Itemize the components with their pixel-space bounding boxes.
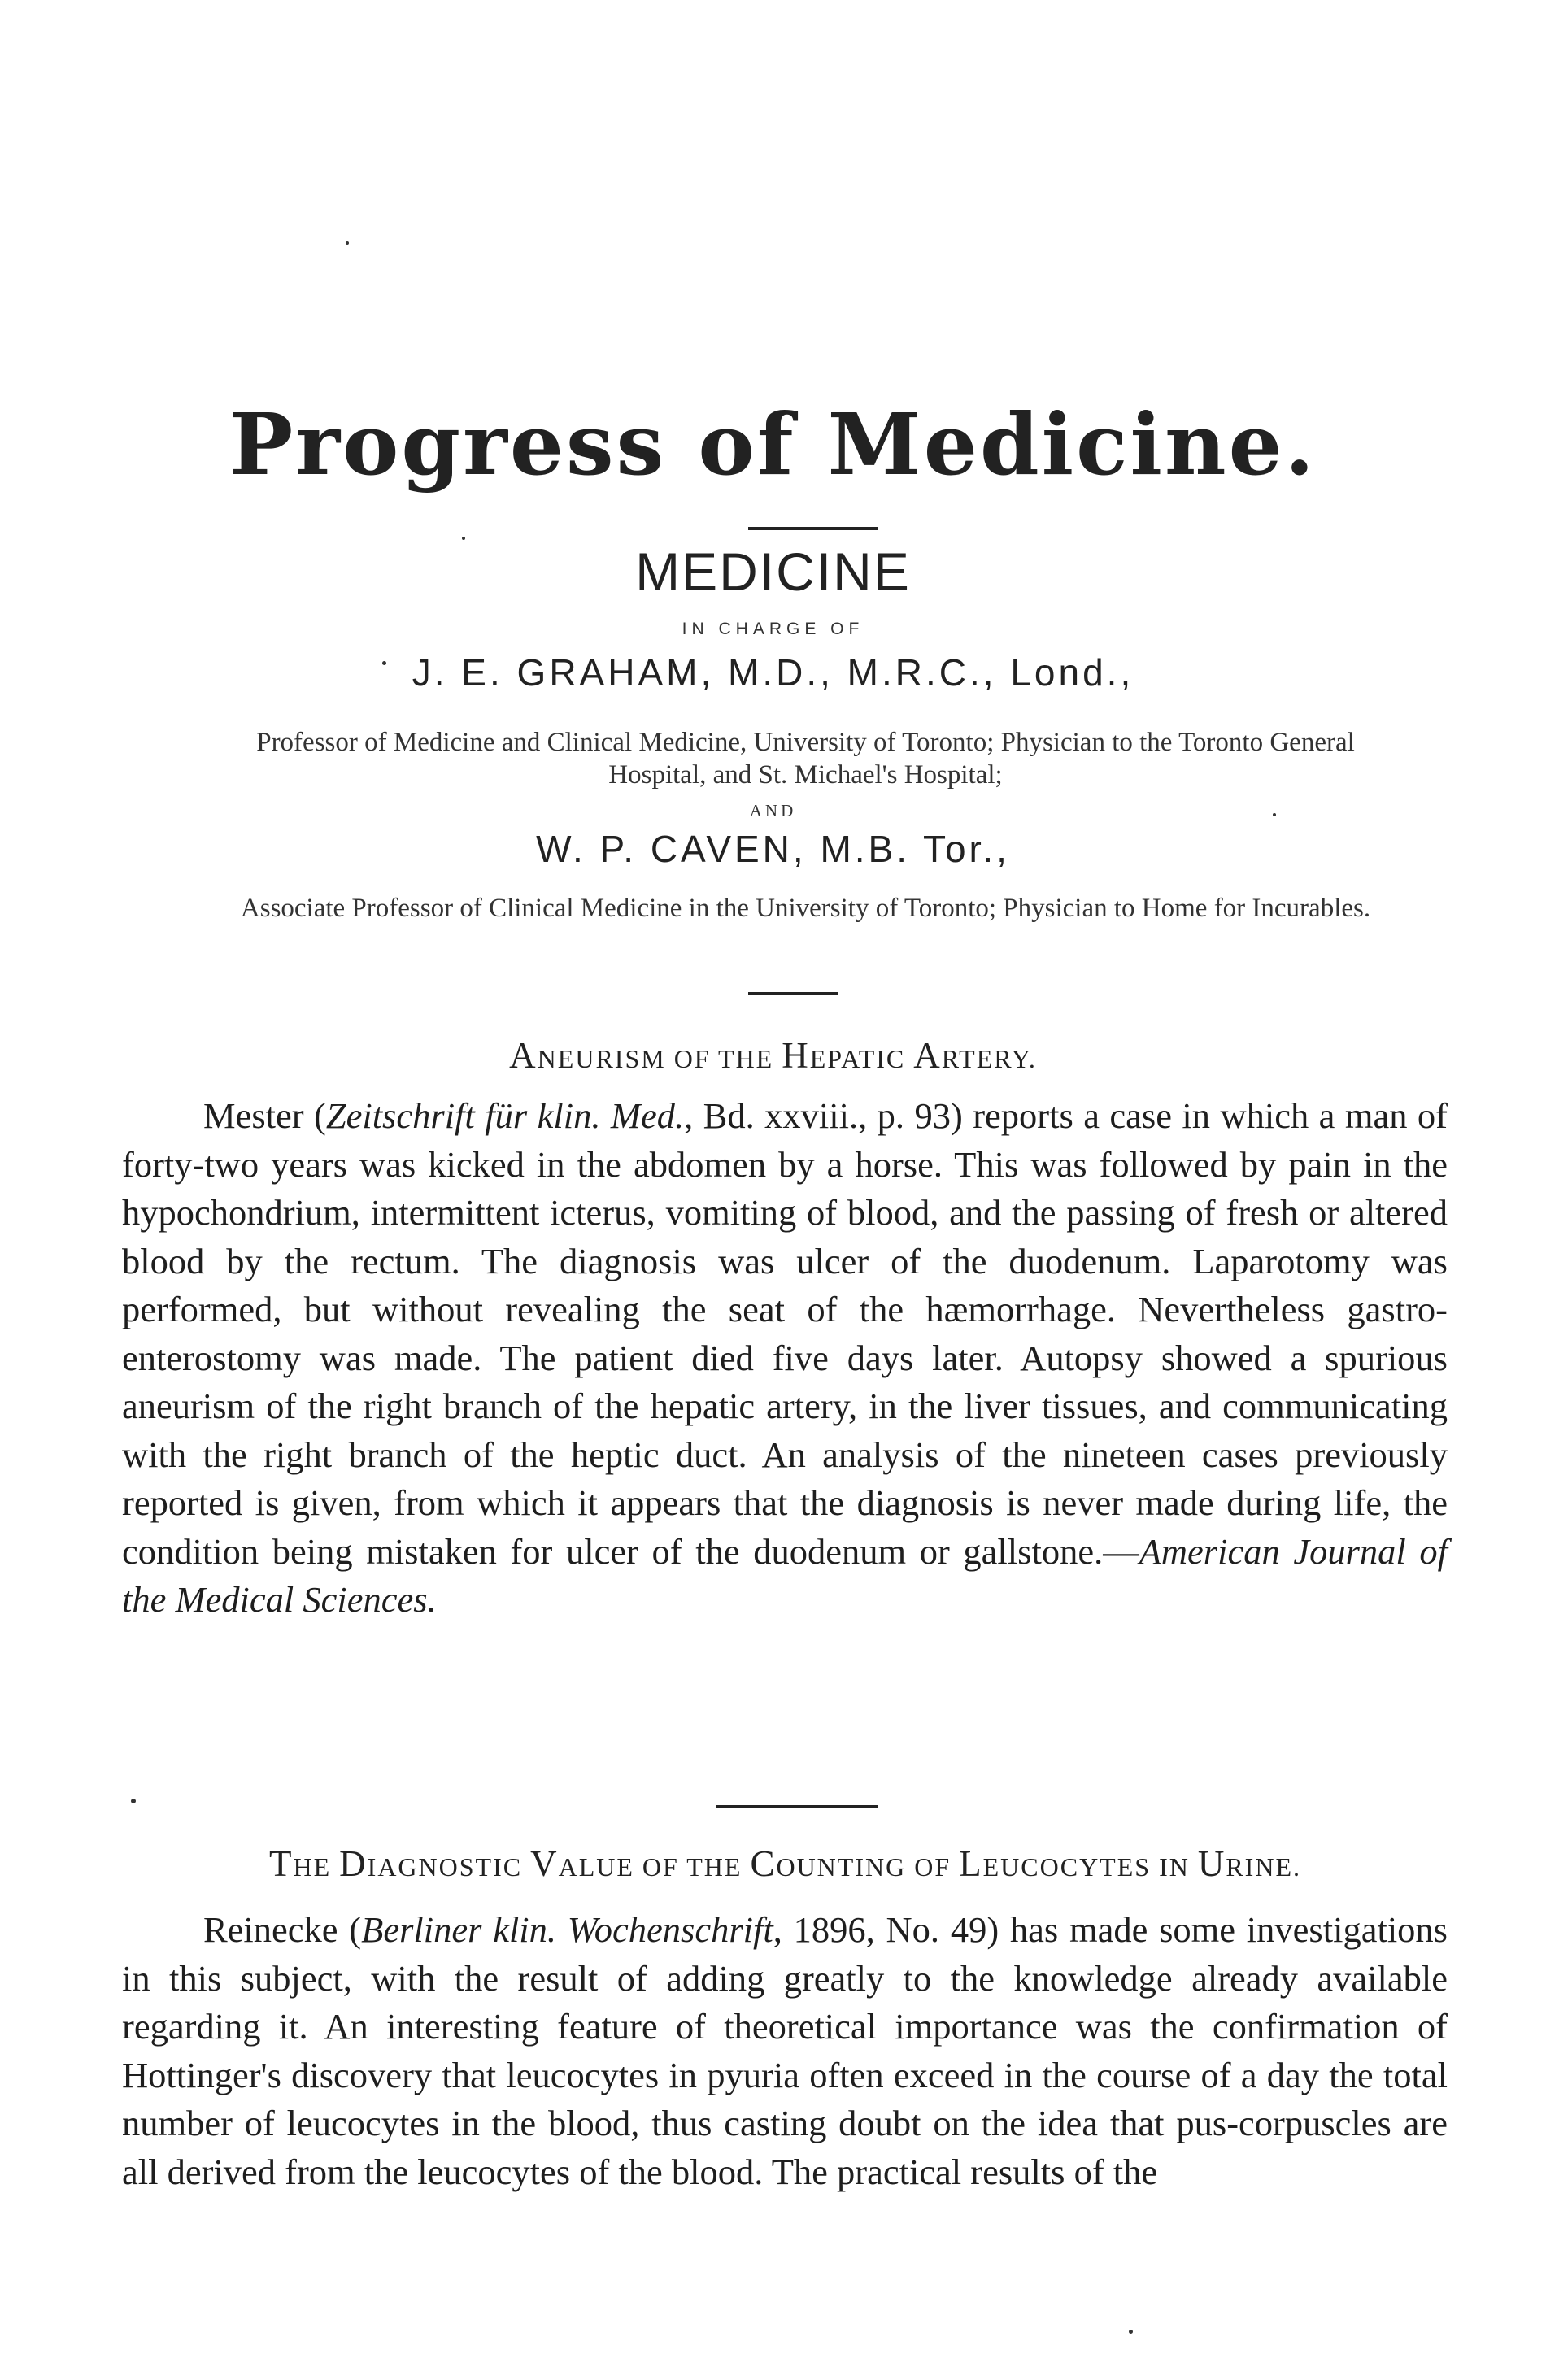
title-fragment: U [1197,1843,1226,1884]
citation-italic: Zeitschrift für klin. Med. [325,1095,685,1136]
title-fragment: H [782,1035,810,1076]
title-fragment: OUNTING OF [776,1852,960,1882]
ink-speck [462,537,465,540]
title-fragment: EUCOCYTES IN [982,1852,1198,1882]
author-2-affiliation: Associate Professor of Clinical Medicine in the University of Toronto; Physician to Home for Incurables. [240,894,1371,923]
title-fragment: A [913,1035,942,1076]
masthead-divider [748,527,878,530]
ink-speck [346,241,349,245]
body-text: Mester ( [203,1095,326,1136]
body-text: , Bd. xxviii., p. 93) reports a case in which a man of forty-two years was kicked in the abdomen by a horse. This was followed by pain in the hypochondrium, intermittent icterus, vomiting of blood, and the passing of fresh or altered blood by the rectum. The diagnosis was ulcer of the duodenum. Laparotomy was performed, but without revealing the seat of the hæmorrhage. Nevertheless gastro-enterostomy was made. The patient died five days later. Autopsy showed a spurious aneurism of the right branch of the hepatic artery, in the liver tissues, and communicating with the right branch of the heptic duct. An analysis of the nineteen cases previously reported is given, from which it appears that the diagnosis is never made during life, the condition being mistaken for ulcer of the duodenum or gallstone.— [122,1095,1448,1572]
and-separator: AND [749,801,797,820]
title-fragment: T [269,1843,294,1884]
author-1-name: J. E. GRAHAM, M.D., M.R.C., Lond., [412,651,1134,694]
article-2-title [122,1843,1448,1885]
citation-italic: Berliner klin. Wochenschrift [361,1909,773,1950]
title-fragment: HE [293,1852,340,1882]
article-2-body [122,1906,1448,2196]
ink-speck [131,1799,136,1803]
ink-speck [382,661,386,665]
title-fragment: C [750,1843,777,1884]
author-1-affiliation: Professor of Medicine and Clinical Medicine, University of Toronto; Physician to the Toronto General Hospital, and St. Michael's Hospital; [256,728,1355,790]
title-fragment: ALUE OF THE [558,1852,751,1882]
in-charge-of-label: IN CHARGE OF [682,620,864,638]
title-fragment: D [339,1843,368,1884]
section-divider [748,992,838,995]
masthead-title: Progress of Medicine. [229,394,1317,494]
citation-italic: American Journal of the Medical Sciences. [122,1530,1448,1620]
section-title: MEDICINE [635,542,911,602]
body-text: Reinecke ( [203,1909,362,1950]
title-fragment: EPATIC [809,1044,914,1073]
title-fragment: L [959,1843,983,1884]
title-fragment: RTERY. [941,1044,1037,1073]
article-divider [716,1805,878,1808]
title-fragment: A [509,1035,538,1076]
title-fragment: V [530,1843,559,1884]
title-fragment: NEURISM OF THE [537,1044,782,1073]
title-fragment: IAGNOSTIC [367,1852,531,1882]
article-1-title [114,1034,1432,1077]
body-text: , 1896, No. 49) has made some investigations in this subject, with the result of adding greatly to the knowledge already available regarding it. An interesting feature of theoretical importance was the confirmation of Hottinger's discovery that leucocytes in pyuria often exceed in the course of a day the total number of leucocytes in the blood, thus casting doubt on the idea that pus-corpuscles are all derived from the leucocytes of the blood. The practical results of the [122,1909,1448,2192]
ink-speck [1273,813,1276,816]
author-2-name: W. P. CAVEN, M.B. Tor., [536,828,1010,870]
article-1-body [122,1092,1448,1625]
title-fragment: RINE. [1226,1852,1301,1882]
ink-speck [1129,2330,1133,2334]
